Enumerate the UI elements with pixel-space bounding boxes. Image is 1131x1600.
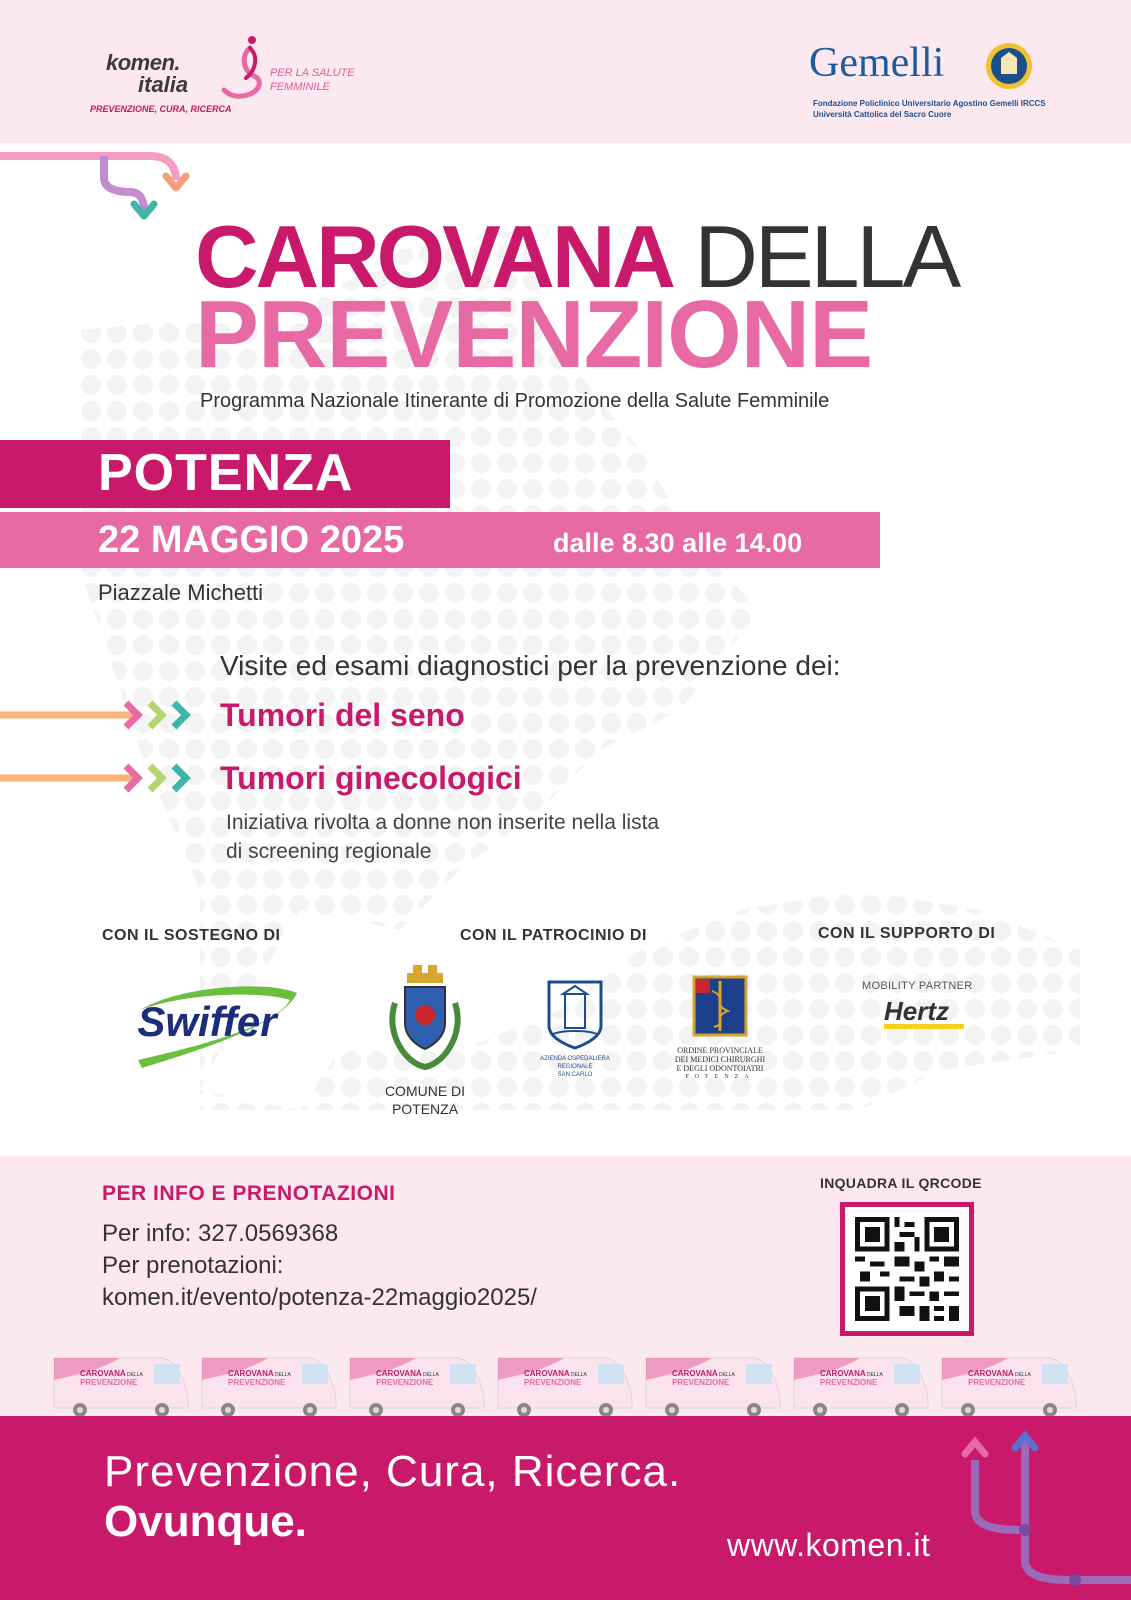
carovana-van (494, 1350, 636, 1418)
ordine-caption-line1: ORDINE PROVINCIALE (677, 1046, 763, 1055)
hospital-tower-icon (535, 970, 615, 1050)
comune-caption-line1: COMUNE DI (384, 1083, 466, 1099)
ordine-caption (670, 1046, 770, 1082)
event-city: POTENZA (98, 444, 354, 502)
visit-item (0, 695, 700, 735)
patrocinio-heading: CON IL PATROCINIO DI (460, 927, 647, 944)
komen-italia-logo (90, 30, 390, 120)
eligibility-note (226, 808, 786, 866)
qr-code-icon (855, 1217, 959, 1321)
van-label-main: CAROVANA DELLA (968, 1369, 1031, 1378)
carovana-van (50, 1350, 192, 1418)
van-label-main: CAROVANA DELLA (376, 1369, 439, 1378)
gemelli-subtitle-line1: Fondazione Policlinico Universitario Agostino Gemelli IRCCS (813, 99, 1046, 108)
event-place: Piazzale Michetti (98, 580, 264, 605)
ordine-medici-logo (670, 975, 770, 1085)
comune-caption-line2: POTENZA (391, 1101, 459, 1117)
phone-info: Per info: 327.0569368 (102, 1220, 339, 1247)
asl-caption-line1: AZIENDA OSPEDALIERA REGIONALE (540, 1056, 610, 1070)
van-label-sub: PREVENZIONE (968, 1378, 1026, 1387)
komen-word: komen. (106, 50, 181, 75)
komen-slogan: PER LA SALUTE FEMMINILE (270, 67, 355, 93)
van-label-sub: PREVENZIONE (524, 1378, 582, 1387)
footer-slogan: Prevenzione, Cura, Ricerca. (104, 1447, 682, 1496)
coat-of-arms-icon (385, 963, 465, 1073)
hertz-wordmark: Hertz (884, 996, 950, 1026)
van-label-sub: PREVENZIONE (80, 1378, 138, 1387)
asl-caption (525, 1055, 625, 1079)
footer-ovunque: Ovunque. (104, 1497, 307, 1546)
swiffer-logo (112, 978, 302, 1073)
komen-tagline: PREVENZIONE, CURA, RICERCA (90, 104, 232, 114)
campaign-subtitle: Programma Nazionale Itinerante di Promozione della Salute Femminile (200, 390, 830, 412)
carovana-van (346, 1350, 488, 1418)
van-label-sub: PREVENZIONE (672, 1378, 730, 1387)
info-heading: PER INFO E PRENOTAZIONI (102, 1182, 396, 1205)
gemelli-logo (805, 40, 1065, 130)
event-date: 22 MAGGIO 2025 (98, 519, 405, 561)
booking-label: Per prenotazioni: (102, 1252, 284, 1279)
vans-row (50, 1350, 1090, 1420)
pink-ribbon-icon (220, 32, 268, 102)
visit-item (0, 758, 700, 798)
qr-label: INQUADRA IL QRCODE (820, 1175, 982, 1191)
gemelli-subtitle-line2: Università Cattolica del Sacro Cuore (813, 110, 952, 119)
chevron-arrow-icon (0, 695, 200, 735)
supporto-heading: CON IL SUPPORTO DI (818, 925, 996, 942)
decorative-route-icon (945, 1430, 1131, 1600)
ordine-caption-line2: DEI MEDICI CHIRURGHI (674, 1055, 766, 1064)
booking-url[interactable]: komen.it/evento/potenza-22maggio2025/ (102, 1284, 537, 1311)
italia-word: italia (138, 72, 189, 97)
asl-caption-line2: SAN CARLO (557, 1072, 593, 1078)
van-label-main: CAROVANA DELLA (524, 1369, 587, 1378)
hertz-logo (862, 980, 1012, 1040)
swiffer-wordmark: Swiffer (137, 998, 277, 1045)
qr-code[interactable] (840, 1202, 974, 1336)
azienda-ospedaliera-logo (525, 970, 625, 1078)
gemelli-word: Gemelli (809, 40, 945, 86)
van-label-main: CAROVANA DELLA (820, 1369, 883, 1378)
campaign-title-line2: PREVENZIONE (195, 281, 873, 388)
event-time: dalle 8.30 alle 14.00 (553, 528, 803, 558)
ordine-caption-line3: E DEGLI ODONTOIATRI (676, 1064, 764, 1073)
comune-potenza-logo (380, 963, 470, 1117)
eligibility-note-line2: di screening regionale (226, 840, 432, 863)
decorative-path-arrow-icon (0, 148, 200, 228)
chevron-arrow-icon (0, 758, 200, 798)
van-label-sub: PREVENZIONE (820, 1378, 878, 1387)
carovana-van (938, 1350, 1080, 1418)
van-label-sub: PREVENZIONE (376, 1378, 434, 1387)
comune-caption (380, 1082, 470, 1118)
footer-url-link[interactable]: www.komen.it (727, 1527, 931, 1563)
visit-label: Tumori ginecologici (220, 760, 522, 796)
caduceus-shield-icon (692, 975, 748, 1037)
mobility-partner-label: MOBILITY PARTNER (862, 980, 973, 992)
eligibility-note-line1: Iniziativa rivolta a donne non inserite nella lista (226, 811, 660, 834)
visits-intro: Visite ed esami diagnostici per la prevenzione dei: (220, 650, 841, 681)
ordine-city: POTENZA (685, 1074, 755, 1080)
van-label-sub: PREVENZIONE (228, 1378, 286, 1387)
carovana-van (642, 1350, 784, 1418)
title-carovana: CAROVANA (195, 207, 673, 306)
university-seal-icon (985, 42, 1033, 90)
carovana-van (790, 1350, 932, 1418)
van-label-main: CAROVANA DELLA (672, 1369, 735, 1378)
title-della: DELLA (672, 207, 959, 306)
visit-label: Tumori del seno (220, 697, 465, 733)
van-label-main: CAROVANA DELLA (80, 1369, 143, 1378)
van-label-main: CAROVANA DELLA (228, 1369, 291, 1378)
gemelli-subtitle (813, 98, 1073, 120)
carovana-van (198, 1350, 340, 1418)
sostegno-heading: CON IL SOSTEGNO DI (102, 927, 281, 944)
